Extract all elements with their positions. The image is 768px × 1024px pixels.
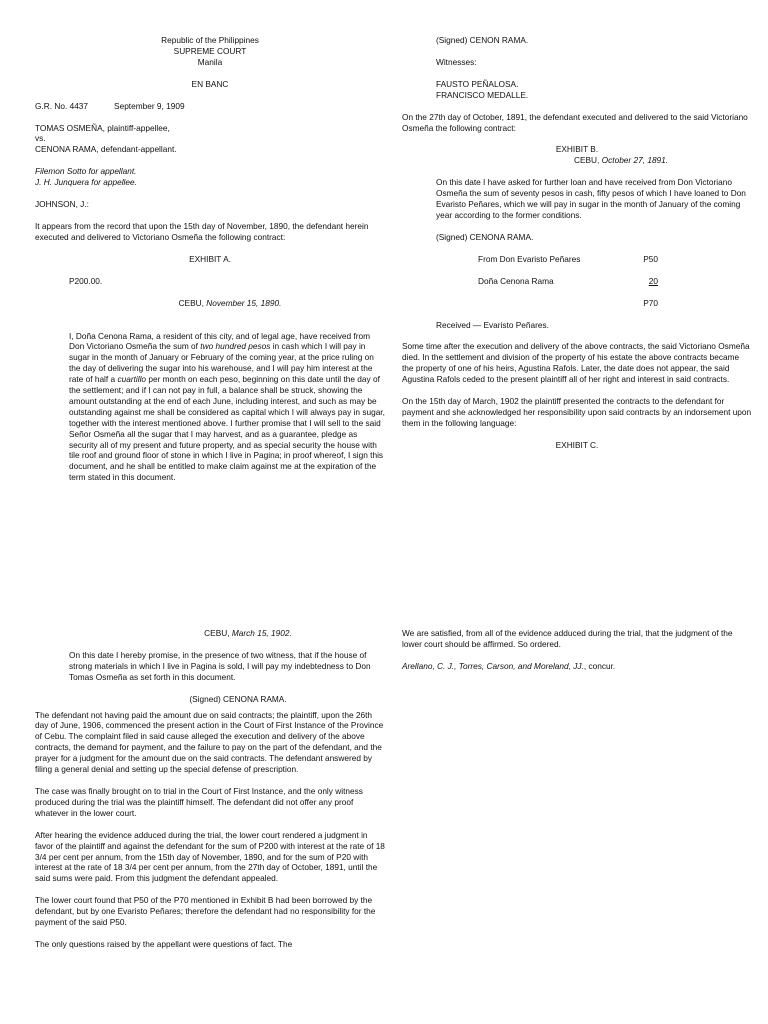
exhibit-b-date: October 27, 1891. xyxy=(601,155,669,166)
page-column-top-right xyxy=(402,35,752,451)
exhibit-b-signature: (Signed) CENONA RAMA. xyxy=(436,231,534,242)
loan-ledger xyxy=(478,254,658,309)
exhibit-c-title: EXHIBIT C. xyxy=(555,439,599,450)
page-column-top-left xyxy=(35,35,385,494)
default-paragraph: The defendant not having paid the amount due on said contracts; the plaintiff, upon the 26th day of June, 1906, commenced the present action in the Court of First Instance of the Province of Cebu. The complaint filed in said cause alleged the execution and delivery of the above contracts, the demand for payment, and the failure to pay on the part of the defendant, and the prayer for a judgment for the amount due on the said contracts. The defendant answered by filing a general denial and setting up the special defense of prescription. xyxy=(35,709,384,775)
exhibit-a-title: EXHIBIT A. xyxy=(189,253,231,264)
exhibit-c-place: CEBU, xyxy=(204,628,232,638)
counsel-appellee: J. H. Junquera for appellee. xyxy=(35,177,137,188)
defendant-line: CENONA RAMA, defendant-appellant. xyxy=(35,144,177,155)
exhibit-a-body: I, Doña Cenona Rama, a resident of this city, and of legal age, have received from Don Victoriano Osmeña the sum of two hundred pesos in cash which I will pay in sugar in the month of January or February of the coming year, at the price ruling on the day of delivering the sugar into his warehouse, and I will pay him interest at the rate of half a cuartillo per month on each peso, beginning on this date until the day of the settlement; and if I can not pay in full, a balance shall be struck, showing the amount outstanding at the end of each June, including interest, and such as may be outstanding against me shall be considered as capital which I will always pay in sugar, together with the interest mentioned above. I further promise that I will sell to the said Señor Osmeña all the sugar that I may harvest, and as a guarantee, pledge as security all of my present and future property, and as special security the house with tile roof and ground floor of stone in which I live in Pagina; in proof whereof, I sign this document, and he shall be entitled to make claim against me at the expiration of the term stated in this document. xyxy=(69,330,385,483)
exhibit-a-place: CEBU, xyxy=(178,297,207,308)
en-banc-line: EN BANC xyxy=(191,78,229,89)
page-column-bottom-right xyxy=(402,628,752,683)
exhibit-c-body: On this date I hereby promise, in the presence of two witness, that if the house of strong materials in which I live in Pagina is sold, I will pay my indebtedness to Don Tomas Osmeña as set forth in this document. xyxy=(69,649,371,682)
witness-2: FRANCISCO MEDALLE. xyxy=(436,89,529,100)
case-number: G.R. No. 4437 xyxy=(35,100,89,111)
witness-list xyxy=(402,79,752,101)
concur-word: , concur. xyxy=(583,660,616,671)
judge-line: JOHNSON, J.: xyxy=(35,199,89,210)
october-paragraph: On the 27th day of October, 1891, the defendant executed and delivered to the said Victoriano Osmeña the following contract: xyxy=(402,111,748,133)
exhibit-a-date: November 15, 1890. xyxy=(206,297,282,308)
exhibit-a-amount: P200.00. xyxy=(69,275,103,286)
page-column-bottom-left xyxy=(35,628,385,961)
ledger-row xyxy=(478,254,658,265)
exhibit-c-signature: (Signed) CENONA RAMA. xyxy=(189,693,287,704)
satisfied-paragraph: We are satisfied, from all of the evidence adduced during the trial, that the judgment of the lower court should be affirmed. So ordered. xyxy=(402,628,733,649)
finding-paragraph: The lower court found that P50 of the P70 mentioned in Exhibit B had been borrowed by the defendant, but by one Evaristo Peñares; therefore the defendant had no responsibility for the payment of the said P50. xyxy=(35,895,376,928)
case-number-line xyxy=(35,101,385,112)
plaintiff-line: TOMAS OSMEÑA, plaintiff-appellee, xyxy=(35,122,170,133)
received-line: Received — Evaristo Peñares. xyxy=(436,319,549,330)
court-line: SUPREME COURT xyxy=(173,45,247,56)
ledger-label: Doña Cenona Rama xyxy=(478,275,554,286)
later-paragraph: Some time after the execution and delivery of the above contracts, the said Victoriano Osmeña died. In the settlement and division of the property of his estate the above contracts became the property of one of his heirs, Agustina Rafols. Later, the date does not appear, the said Agustina Rafols ceded to the present plaintiff all of her right and interest in said contracts. xyxy=(402,341,750,385)
intro-paragraph: It appears from the record that upon the 15th day of November, 1890, the defendant herein executed and delivered to Victoriano Osmeña the following contract: xyxy=(35,220,369,242)
ledger-total: P70 xyxy=(643,297,658,308)
exhibit-b-dateline xyxy=(402,155,752,166)
city-line: Manila xyxy=(197,56,223,67)
witness-1: FAUSTO PEÑALOSA. xyxy=(436,78,519,89)
exhibit-a-dateline xyxy=(35,298,385,309)
exhibit-b-title: EXHIBIT B. xyxy=(555,144,599,155)
questions-paragraph: The only questions raised by the appellant were questions of fact. The xyxy=(35,938,293,949)
march-paragraph: On the 15th day of March, 1902 the plaintiff presented the contracts to the defendant for payment and she acknowledged her responsibility upon said contracts by an indorsement upon them in the following language: xyxy=(402,396,752,428)
counsel-block xyxy=(35,166,385,188)
parties-block xyxy=(35,123,385,156)
exhibit-b-place: CEBU, xyxy=(574,155,602,166)
ledger-label: From Don Evaristo Peñares xyxy=(478,253,581,264)
exhibit-c-date: March 15, 1902. xyxy=(231,628,292,638)
exhibit-b-body: On this date I have asked for further loan and have received from Don Victoriano Osmeña the sum of seventy pesos in cash, fifty pesos of which I have loaned to Don Evaristo Peñares, which we will pay in sugar in the month of January of the coming year according to the former conditions. xyxy=(436,177,746,220)
ledger-amount: 20 xyxy=(648,275,658,286)
trial-paragraph: The case was finally brought on to trial in the Court of First Instance, and the only witness produced during the trial was the plaintiff himself. The defendant did not offer any proof whatever in the lower court. xyxy=(35,785,363,818)
witnesses-label: Witnesses: xyxy=(436,56,477,67)
decision-date: September 9, 1909 xyxy=(114,100,185,111)
exhibit-a-signature: (Signed) CENON RAMA. xyxy=(436,35,529,45)
judgment-paragraph: After hearing the evidence adduced during the trial, the lower court rendered a judgment in favor of the plaintiff and against the defendant for the sum of P200 with interest at the rate of 18 3/4 per cent per annum, from the 15th day of November, 1890, and for the sum of P20 with interest at the rate of 18 3/4 per cent per annum, from the 27th day of October, 1891, until the said sums were paid. From this judgment the defendant appealed. xyxy=(35,829,385,884)
counsel-appellant: Filemon Sotto for appellant. xyxy=(35,166,137,177)
concurrence-line xyxy=(402,661,752,672)
ledger-total-row xyxy=(478,298,658,309)
exhibit-c-dateline xyxy=(35,628,385,639)
republic-line: Republic of the Philippines xyxy=(161,35,259,45)
ledger-row xyxy=(478,276,658,287)
ledger-amount: P50 xyxy=(643,253,658,264)
vs-line: vs. xyxy=(35,133,46,144)
concurring-justices: Arellano, C. J., Torres, Carson, and Moreland, JJ. xyxy=(402,660,584,671)
